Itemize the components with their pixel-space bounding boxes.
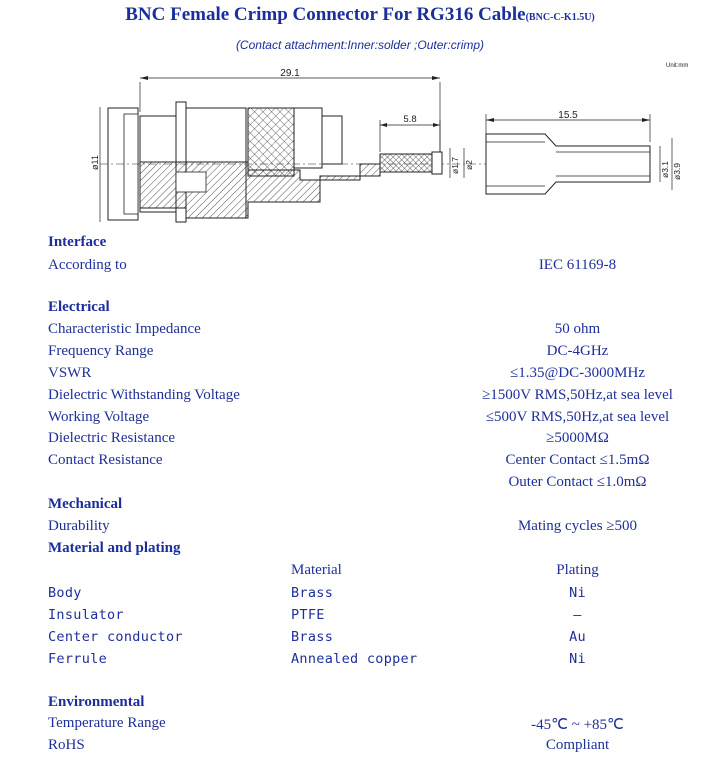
part-number: (BNC-C-K1.5U): [525, 12, 595, 23]
spec-label: Frequency Range: [48, 343, 154, 359]
spec-label: Characteristic Impedance: [48, 321, 201, 337]
spec-value: ≥1500V RMS,50Hz,at sea level: [482, 387, 673, 403]
spec-value: Mating cycles ≥500: [517, 518, 638, 534]
material-part: Ferrule: [48, 651, 107, 667]
spec-label: Durability: [48, 518, 110, 534]
spec-value: DC-4GHz: [546, 343, 609, 359]
spec-value: ≤500V RMS,50Hz,at sea level: [485, 409, 670, 425]
material-name: PTFE: [291, 607, 325, 623]
spec-label: Dielectric Withstanding Voltage: [48, 387, 240, 403]
material-plating: Ni: [569, 651, 586, 667]
section-heading-environmental: Environmental: [48, 694, 145, 710]
column-header-plating: Plating: [556, 562, 599, 578]
spec-value: ≥5000MΩ: [546, 430, 609, 446]
dim-dia-2: ø2: [464, 160, 474, 170]
spec-value: 50 ohm: [554, 321, 601, 337]
material-name: Annealed copper: [291, 651, 418, 667]
material-part: Center conductor: [48, 629, 183, 645]
contact-attachment-note: (Contact attachment:Inner:solder ;Outer:crimp): [235, 38, 485, 52]
spec-label: RoHS: [48, 737, 85, 753]
material-part: Body: [48, 585, 82, 601]
material-plating: Ni: [569, 585, 586, 601]
connector-drawing: [0, 52, 720, 230]
dim-dia-3-9: ø3.9: [672, 162, 682, 180]
spec-label: Contact Resistance: [48, 452, 163, 468]
spec-label: Temperature Range: [48, 715, 166, 731]
spec-label: VSWR: [48, 365, 92, 381]
title-text: BNC Female Crimp Connector For RG316 Cable: [125, 4, 526, 25]
dim-strip-length: 5.8: [403, 114, 417, 125]
spec-label: Working Voltage: [48, 409, 150, 425]
spec-value: IEC 61169-8: [538, 257, 617, 273]
column-header-material: Material: [291, 562, 342, 578]
spec-value: Compliant: [545, 737, 610, 753]
section-heading-mechanical: Mechanical: [48, 496, 123, 512]
spec-value: Outer Contact ≤1.0mΩ: [508, 474, 647, 490]
spec-value: -45℃ ~ +85℃: [531, 717, 624, 733]
spec-value: ≤1.35@DC-3000MHz: [510, 365, 645, 381]
dim-dia-1-7: ø1.7: [450, 156, 460, 174]
material-plating: —: [573, 607, 582, 623]
page-title: [0, 4, 720, 26]
spec-label: Dielectric Resistance: [48, 430, 176, 446]
dim-dia-3-1: ø3.1: [660, 160, 670, 178]
section-heading-electrical: Electrical: [48, 299, 110, 315]
spec-value: Center Contact ≤1.5mΩ: [505, 452, 650, 468]
material-name: Brass: [291, 585, 334, 601]
unit-note: Unit:mm: [666, 63, 689, 69]
spec-label: According to: [48, 257, 127, 273]
dim-total-length: 29.1: [280, 68, 300, 79]
material-plating: Au: [569, 629, 586, 645]
section-heading-interface: Interface: [48, 234, 107, 250]
section-heading-material: Material and plating: [48, 540, 181, 556]
material-part: Insulator: [48, 607, 124, 623]
dim-ferrule-length: 15.5: [558, 110, 578, 121]
dim-dia-11: ø11: [90, 155, 100, 170]
material-name: Brass: [291, 629, 334, 645]
